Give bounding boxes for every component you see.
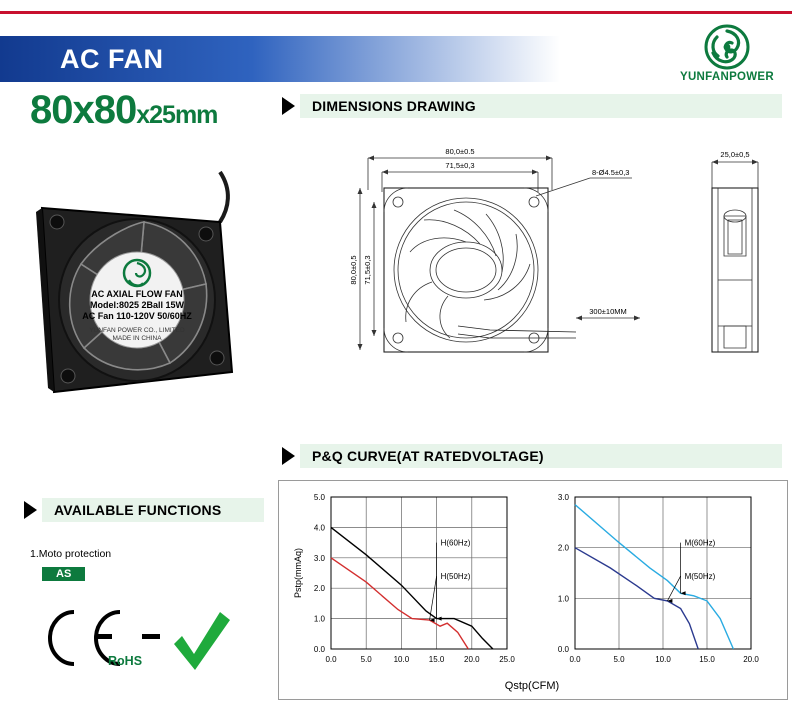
product-size-main: 80x80	[30, 88, 137, 132]
svg-text:15.0: 15.0	[699, 655, 715, 664]
brand-logo	[672, 24, 782, 86]
svg-text:25,0±0,5: 25,0±0,5	[720, 150, 750, 159]
svg-text:Pstp(mmAq): Pstp(mmAq)	[293, 547, 303, 599]
svg-text:0.0: 0.0	[313, 645, 325, 654]
function-label: 1.Moto protection	[30, 548, 112, 560]
svg-text:0.0: 0.0	[325, 655, 337, 664]
product-size-suffix: x25mm	[136, 101, 218, 129]
chart-x-axis-label: Qstp(CFM)	[504, 680, 560, 692]
svg-text:YUNFAN POWER CO., LIMITED: YUNFAN POWER CO., LIMITED	[89, 327, 185, 334]
svg-text:80,0±0.5: 80,0±0.5	[445, 147, 475, 156]
svg-text:20.0: 20.0	[464, 655, 480, 664]
svg-text:10.0: 10.0	[393, 655, 410, 664]
section-label: AVAILABLE FUNCTIONS	[54, 502, 222, 518]
brand-name: YUNFANPOWER	[679, 71, 775, 83]
product-size-title	[30, 88, 217, 133]
svg-text:MADE IN CHINA: MADE IN CHINA	[112, 335, 162, 342]
svg-text:71,5±0,3: 71,5±0,3	[445, 161, 475, 170]
rohs-label: RoHS	[108, 654, 143, 668]
svg-text:H(50Hz): H(50Hz)	[440, 572, 471, 582]
svg-text:25.0: 25.0	[499, 655, 515, 664]
svg-text:AC AXIAL FLOW FAN: AC AXIAL FLOW FAN	[91, 289, 183, 299]
svg-text:300±10MM: 300±10MM	[589, 307, 627, 316]
svg-text:M(50Hz): M(50Hz)	[684, 572, 716, 582]
svg-text:80,0±0,5: 80,0±0,5	[349, 255, 358, 285]
section-label: DIMENSIONS DRAWING	[312, 98, 476, 114]
fan-product-image	[24, 160, 254, 390]
svg-text:M(60Hz): M(60Hz)	[684, 538, 716, 548]
section-header-pq-curve	[282, 444, 782, 470]
triangle-bullet-icon	[282, 97, 295, 115]
svg-text:8-Ø4.5±0,3: 8-Ø4.5±0,3	[592, 168, 630, 177]
svg-text:0.0: 0.0	[557, 645, 569, 654]
triangle-bullet-icon	[282, 447, 295, 465]
svg-text:Model:8025 2Ball 15W: Model:8025 2Ball 15W	[89, 300, 185, 310]
svg-text:5.0: 5.0	[360, 655, 372, 664]
svg-text:2.0: 2.0	[313, 584, 325, 594]
section-label: P&Q CURVE(AT RATEDVOLTAGE)	[312, 448, 544, 464]
svg-text:4.0: 4.0	[313, 523, 325, 533]
fan-swirl-logo-icon	[704, 24, 750, 70]
svg-text:3.0: 3.0	[557, 493, 569, 502]
status-badge: AS	[42, 567, 85, 581]
svg-text:71,5±0,3: 71,5±0,3	[363, 255, 372, 285]
svg-text:15.0: 15.0	[428, 655, 445, 664]
pq-chart-container	[278, 480, 788, 700]
svg-text:5.0: 5.0	[313, 493, 325, 502]
section-header-functions	[24, 498, 264, 524]
list-item	[30, 548, 260, 560]
triangle-bullet-icon	[24, 501, 37, 519]
svg-text:10.0: 10.0	[655, 655, 671, 664]
dimensions-drawing	[340, 130, 790, 400]
red-divider	[0, 11, 792, 14]
top-rule-bar	[0, 0, 792, 18]
svg-text:1.0: 1.0	[313, 614, 325, 624]
page-title: AC FAN	[60, 44, 164, 74]
functions-list	[30, 548, 260, 582]
svg-text:5.0: 5.0	[613, 655, 625, 664]
svg-text:20.0: 20.0	[743, 655, 759, 664]
svg-text:2.0: 2.0	[557, 543, 569, 553]
svg-text:H(60Hz): H(60Hz)	[440, 538, 471, 548]
function-badge-row	[30, 564, 260, 582]
svg-text:AC Fan 110-120V 50/60HZ: AC Fan 110-120V 50/60HZ	[82, 311, 192, 321]
svg-text:1.0: 1.0	[557, 594, 569, 604]
svg-text:3.0: 3.0	[313, 553, 325, 563]
section-header-dimensions	[282, 94, 782, 120]
svg-text:0.0: 0.0	[569, 655, 581, 664]
certification-marks	[34, 600, 254, 680]
